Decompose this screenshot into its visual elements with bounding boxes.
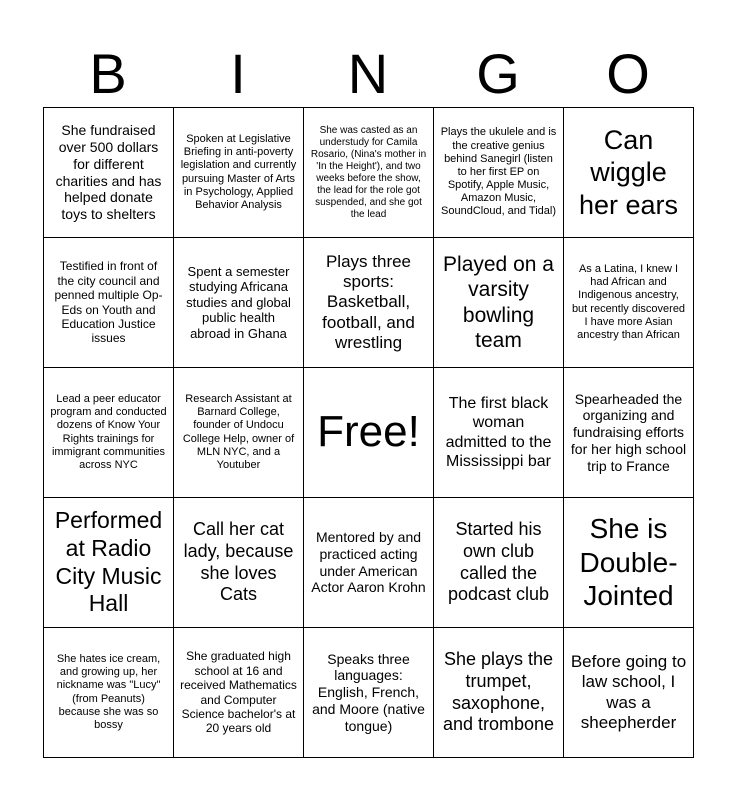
bingo-cell[interactable]: Spearheaded the organizing and fundraising efforts for her high school trip to France (564, 368, 694, 498)
bingo-cell[interactable]: She is Double-Jointed (564, 498, 694, 628)
bingo-cell[interactable]: She plays the trumpet, saxophone, and trombone (434, 628, 564, 758)
bingo-cell[interactable]: Plays three sports: Basketball, football, and wrestling (304, 238, 434, 368)
bingo-cell[interactable]: Research Assistant at Barnard College, founder of Undocu College Help, owner of MLN NYC, and a Youtuber (174, 368, 304, 498)
bingo-cell[interactable]: As a Latina, I knew I had African and Indigenous ancestry, but recently discovered I have more Asian ancestry than African (564, 238, 694, 368)
bingo-cell[interactable]: She hates ice cream, and growing up, her nickname was "Lucy" (from Peanuts) because she was so bossy (44, 628, 174, 758)
bingo-cell[interactable]: Testified in front of the city council and penned multiple Op-Eds on Youth and Education Justice issues (44, 238, 174, 368)
header-letter-o: O (606, 42, 650, 105)
header-letter-g: G (476, 42, 520, 105)
bingo-cell[interactable]: Mentored by and practiced acting under American Actor Aaron Krohn (304, 498, 434, 628)
bingo-cell[interactable]: Lead a peer educator program and conducted dozens of Know Your Rights trainings for immigrant communities across NYC (44, 368, 174, 498)
bingo-cell[interactable]: Before going to law school, I was a sheepherder (564, 628, 694, 758)
free-cell[interactable]: Free! (304, 368, 434, 498)
bingo-cell[interactable]: Can wiggle her ears (564, 108, 694, 238)
bingo-cell[interactable]: Call her cat lady, because she loves Cats (174, 498, 304, 628)
bingo-cell[interactable]: She was casted as an understudy for Camila Rosario, (Nina's mother in 'In the Height'), and two weeks before the show, the lead for the role got suspended, and she got the lead (304, 108, 434, 238)
bingo-cell[interactable]: Started his own club called the podcast club (434, 498, 564, 628)
bingo-cell[interactable]: She graduated high school at 16 and received Mathematics and Computer Science bachelor's at 20 years old (174, 628, 304, 758)
grid-row (44, 108, 694, 238)
bingo-cell[interactable]: Performed at Radio City Music Hall (44, 498, 174, 628)
bingo-cell[interactable]: Played on a varsity bowling team (434, 238, 564, 368)
grid-row (44, 498, 694, 628)
bingo-cell[interactable]: Spent a semester studying Africana studies and global public health abroad in Ghana (174, 238, 304, 368)
bingo-cell[interactable]: Spoken at Legislative Briefing in anti-poverty legislation and currently pursuing Master of Arts in Psychology, Applied Behavior Analysis (174, 108, 304, 238)
bingo-cell[interactable]: The first black woman admitted to the Mississippi bar (434, 368, 564, 498)
header-letter-n: N (347, 42, 389, 105)
header-letter-b: B (89, 42, 127, 105)
grid-row (44, 368, 694, 498)
grid-row (44, 238, 694, 368)
bingo-cell[interactable]: Speaks three languages: English, French, and Moore (native tongue) (304, 628, 434, 758)
header-letter-i: I (230, 42, 246, 105)
bingo-cell[interactable]: She fundraised over 500 dollars for different charities and has helped donate toys to shelters (44, 108, 174, 238)
bingo-header (43, 42, 693, 106)
bingo-cell[interactable]: Plays the ukulele and is the creative genius behind Sanegirl (listen to her first EP on Spotify, Apple Music, Amazon Music, SoundCloud, and Tidal) (434, 108, 564, 238)
bingo-grid (43, 107, 694, 758)
grid-row (44, 628, 694, 758)
